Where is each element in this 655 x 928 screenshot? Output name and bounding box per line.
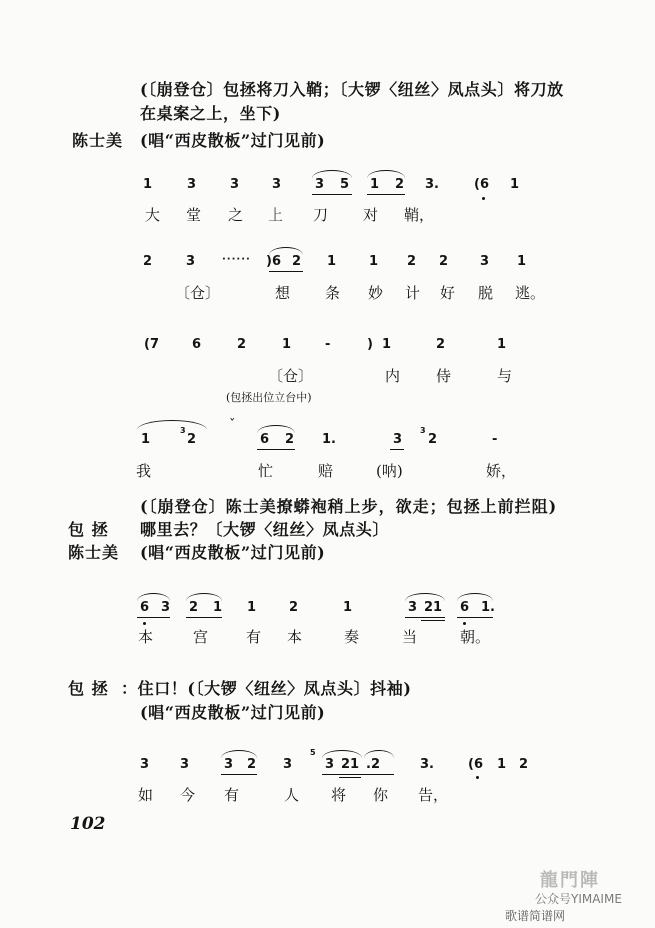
note: 3.: [425, 177, 439, 192]
note: 1: [370, 177, 380, 192]
lyric: 有: [246, 628, 262, 646]
note: 2: [428, 432, 438, 447]
watermark-site: 歌谱简谱网: [505, 909, 566, 923]
note: 21: [424, 600, 443, 615]
note: 3: [180, 757, 190, 772]
percussion-cue: 〔仓〕: [175, 284, 221, 302]
note: 2: [285, 432, 295, 447]
note: 3: [224, 757, 234, 772]
lyric: 我: [136, 462, 152, 480]
note: 3: [325, 757, 335, 772]
note: 1: [497, 757, 507, 772]
slur: [257, 425, 295, 433]
note: .2: [366, 757, 380, 772]
note: 3: [408, 600, 418, 615]
note: 2: [407, 254, 417, 269]
note: 1: [497, 337, 507, 352]
low-octave-dot: [476, 776, 479, 779]
lyric: 对: [363, 206, 379, 224]
stage-note: (包拯出位立台中): [226, 391, 312, 404]
stage-direction: (〔崩登仓〕陈士美撩蟒袍稍上步，欲走；包拯上前拦阻): [140, 497, 558, 516]
low-octave-dot: [482, 197, 485, 200]
lyric: 奏: [344, 628, 360, 646]
singing-direction: (唱“西皮散板”过门见前): [140, 543, 326, 562]
continuation-dots: ······: [222, 254, 251, 265]
lyric: 当: [402, 628, 418, 646]
percussion-cue: 〔仓〕: [268, 367, 314, 385]
note: 1.: [481, 600, 495, 615]
lyric: 刀: [313, 206, 329, 224]
beat-underline: [390, 449, 404, 450]
note: 3: [140, 757, 150, 772]
lyric: 脱: [478, 284, 494, 302]
slur: [364, 750, 394, 758]
note: 5: [340, 177, 350, 192]
watermark-logo: 龍門陣: [540, 870, 600, 891]
note: 21: [341, 757, 360, 772]
note: -: [492, 432, 498, 447]
note: 1: [247, 600, 257, 615]
lyric: 想: [275, 284, 291, 302]
watermark-account: 公众号YIMAIME: [535, 892, 622, 906]
lyric: 宫: [193, 628, 209, 646]
lyric: 鞘，: [404, 206, 435, 224]
lyric: 如: [138, 786, 154, 804]
note: 1: [327, 254, 337, 269]
note: 6: [460, 600, 470, 615]
breath-mark: ˇ: [229, 418, 236, 433]
note: 3: [161, 600, 171, 615]
note: 3: [283, 757, 293, 772]
note: 3: [186, 254, 196, 269]
note: 6: [192, 337, 202, 352]
spoken-line: ：住口！(〔大锣〈纽丝〉凤点头〕抖袖): [121, 679, 412, 698]
lyric: 逃。: [515, 284, 546, 302]
note: 1: [213, 600, 223, 615]
note: 3: [230, 177, 240, 192]
lyric: (呐): [376, 462, 403, 480]
note: 2: [143, 254, 153, 269]
stage-direction: (〔崩登仓〕包拯将刀入鞘；〔大锣〈纽丝〉凤点头〕将刀放: [140, 80, 564, 99]
lyric: 将: [331, 786, 347, 804]
lyric: 计: [405, 284, 421, 302]
lyric: 本: [138, 628, 154, 646]
note: 1: [517, 254, 527, 269]
lyric: 人: [284, 786, 300, 804]
lyric: 侍: [436, 367, 452, 385]
slur: [367, 170, 405, 178]
note: 3: [315, 177, 325, 192]
note: 2: [439, 254, 449, 269]
note: ): [367, 337, 373, 352]
note: 3: [480, 254, 490, 269]
note: 3: [272, 177, 282, 192]
speaker-name: 陈士美: [72, 131, 124, 150]
beat-underline: [186, 617, 222, 618]
beat-underline: [221, 774, 257, 775]
note: 1: [382, 337, 392, 352]
lyric: 娇，: [486, 462, 517, 480]
lyric: 妙: [368, 284, 384, 302]
lyric: 好: [440, 284, 456, 302]
slur: [322, 750, 362, 758]
note: )6: [266, 254, 281, 269]
lyric: 条: [325, 284, 341, 302]
slur: [137, 593, 170, 601]
note: 2: [237, 337, 247, 352]
lyric: 上: [268, 206, 284, 224]
beat-underline: [137, 617, 170, 618]
slur: [405, 593, 445, 601]
slur: [221, 750, 257, 758]
slur: [269, 247, 303, 255]
note: 2: [292, 254, 302, 269]
lyric: 大: [145, 206, 161, 224]
note: 2: [189, 600, 199, 615]
slur: [312, 170, 352, 178]
lyric: 之: [228, 206, 244, 224]
slur: [137, 420, 207, 430]
beat-underline: [322, 774, 394, 775]
beat-underline: [312, 194, 352, 195]
beat-underline: [367, 194, 405, 195]
speaker-name: 包 拯: [68, 520, 109, 539]
note: 3.: [420, 757, 434, 772]
note: 1: [143, 177, 153, 192]
lyric: 赔: [318, 462, 334, 480]
lyric: 有: [224, 786, 240, 804]
page-number: 102: [70, 814, 106, 834]
slur: [186, 593, 222, 601]
low-octave-dot: [143, 622, 146, 625]
lyric: 告，: [418, 786, 449, 804]
lyric: 朝。: [460, 628, 491, 646]
lyric: 忙: [258, 462, 274, 480]
grace-note: 3: [180, 426, 186, 435]
note: 2: [395, 177, 405, 192]
note: 2: [247, 757, 257, 772]
beat-underline: [457, 617, 493, 618]
note: 3: [393, 432, 403, 447]
note: 1: [510, 177, 520, 192]
speaker-name: 陈士美: [68, 543, 120, 562]
note: (7: [144, 337, 159, 352]
note: 1: [343, 600, 353, 615]
low-octave-dot: [463, 622, 466, 625]
grace-note: 5: [310, 748, 316, 757]
note: -: [325, 337, 331, 352]
note: 2: [187, 432, 197, 447]
beat-underline: [421, 620, 445, 621]
beat-underline: [405, 617, 445, 618]
spoken-line: 哪里去？〔大锣〈纽丝〉凤点头〕: [140, 520, 390, 539]
lyric: 堂: [186, 206, 202, 224]
beat-underline: [269, 271, 303, 272]
speaker-name: 包 拯: [68, 679, 109, 698]
singing-direction: (唱“西皮散板”过门见前): [140, 703, 326, 722]
singing-direction: (唱“西皮散板”过门见前): [140, 131, 326, 150]
note: 6: [140, 600, 150, 615]
note: 1: [141, 432, 151, 447]
note: 6: [260, 432, 270, 447]
stage-direction: 在桌案之上，坐下): [140, 104, 281, 123]
note: 1: [282, 337, 292, 352]
note: (6: [474, 177, 489, 192]
note: 2: [289, 600, 299, 615]
beat-underline: [257, 449, 295, 450]
note: (6: [468, 757, 483, 772]
note: 2: [436, 337, 446, 352]
note: 3: [187, 177, 197, 192]
lyric: 今: [180, 786, 196, 804]
lyric: 与: [497, 367, 513, 385]
lyric: 你: [373, 786, 389, 804]
slur: [457, 593, 493, 601]
note: 1: [369, 254, 379, 269]
beat-underline: [339, 777, 361, 778]
note: 2: [519, 757, 529, 772]
note: 1.: [322, 432, 336, 447]
lyric: 本: [287, 628, 303, 646]
grace-note: 3: [420, 426, 426, 435]
lyric: 内: [385, 367, 401, 385]
